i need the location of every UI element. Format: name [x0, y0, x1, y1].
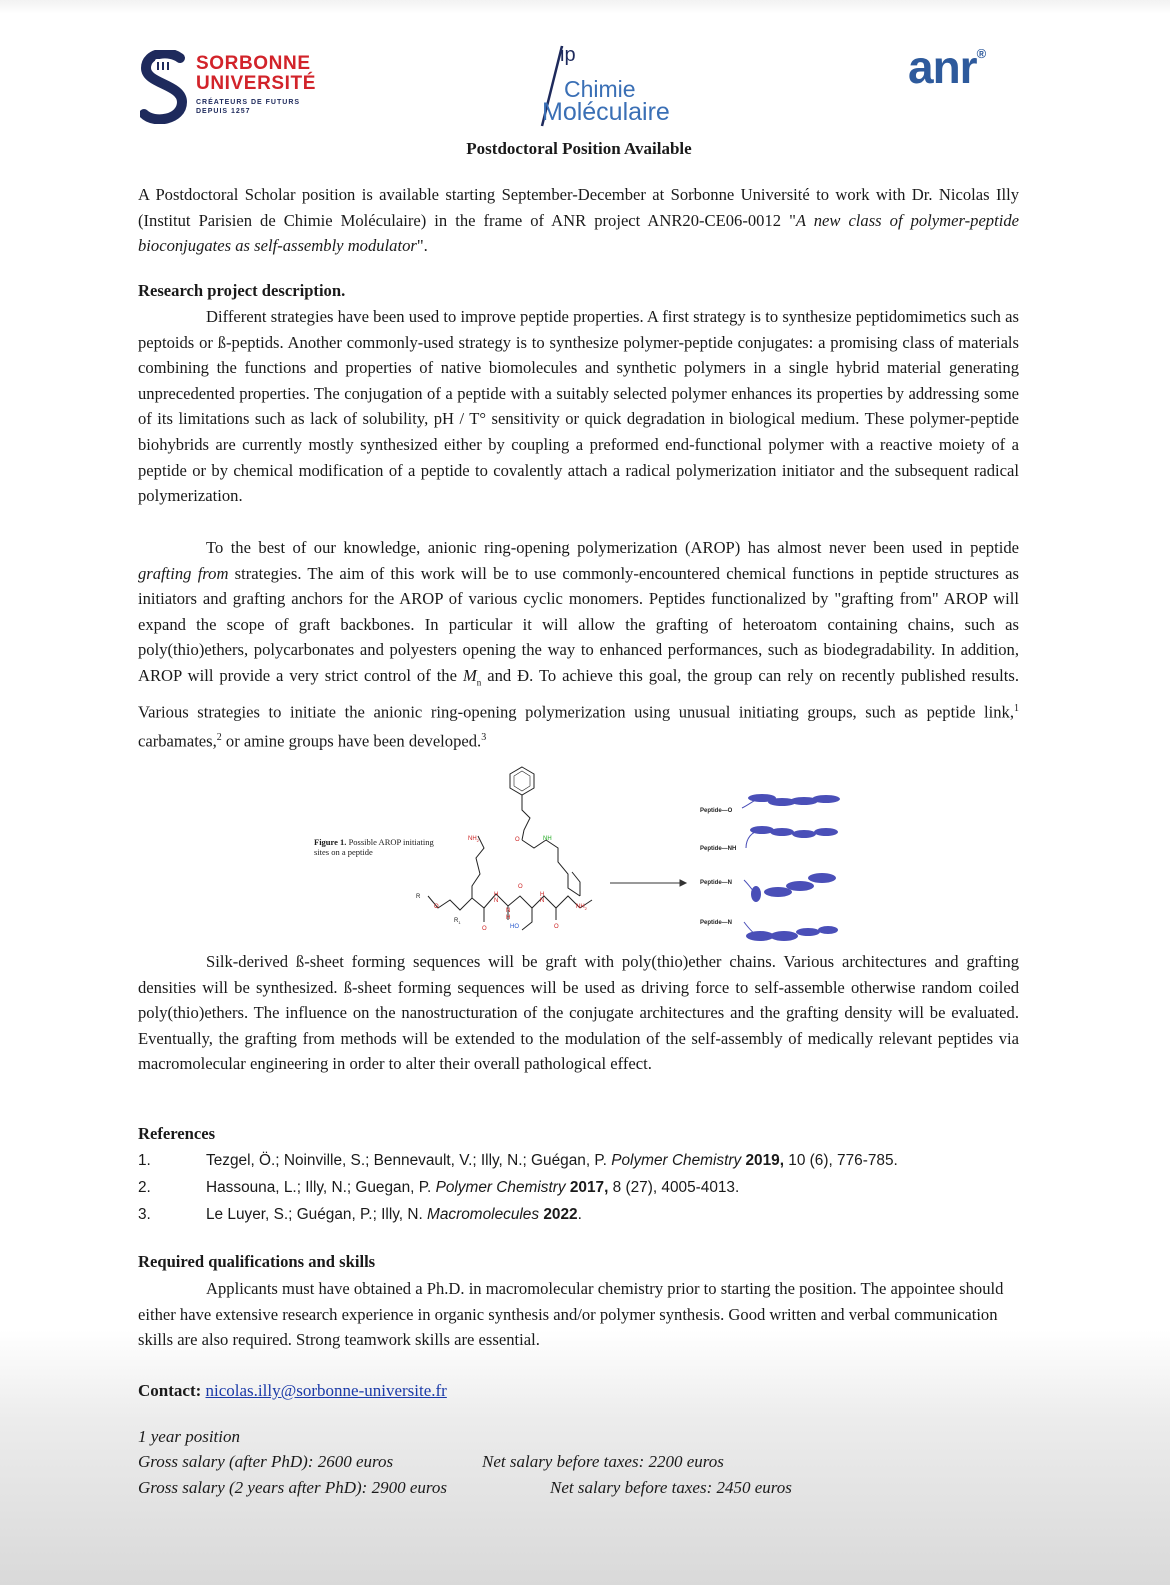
label-o-2: O: [518, 884, 523, 890]
qualifications-paragraph: Applicants must have obtained a Ph.D. in macromolecular chemistry prior to starting the position. The appointee should either have extensive research experience in organic synthesis and/or polymer synthesis. Good written and verbal communication skills are also required. Strong teamwork skills are essential.: [138, 1279, 1004, 1350]
label-r1: $R_1$: [454, 918, 461, 925]
label-n-1: N: [494, 898, 499, 904]
peptide-label-o: Peptide—O: [700, 808, 733, 814]
project-title: A new class of polymer-peptide bioconjugates as self-assembly modulator: [138, 210, 1019, 256]
chain-3: [744, 873, 836, 902]
chain-4: [744, 922, 838, 941]
label-o-1: O: [482, 926, 487, 932]
research-paragraph-1: Different strategies have been used to improve peptide properties. A first strategy is to synthesize peptidomimetics such as peptoids or ß-peptids. Another commonly-used strategy is to synthesize polymer-peptide conjugates: a promising class of materials combining the functions and properties of native biomolecules and synthetic polymers in a single hybrid material generating unprecedented properties. The conjugation of a peptide with a suitably selected polymer enhances its properties by addressing some of its limitations such as lack of solubility, pH / T° sensitivity or quick degradation in biological medium. These polymer-peptide biohybrids are currently mostly synthesized either by coupling a preformed end-functional polymer with a reactive moiety of a peptide or by chemical modification of a peptide to covalently attach a radical polymerization initiator and the subsequent radical polymerization.: [138, 307, 1019, 506]
anr-logo: [908, 40, 985, 94]
sorbonne-s-emblem-icon: [140, 50, 188, 124]
label-o-top: O: [515, 837, 520, 843]
label-h-2: H: [506, 915, 511, 921]
label-o-ester: O: [434, 904, 439, 910]
sorbonne-name-line1: SORBONNE: [196, 53, 311, 74]
contact-email-link[interactable]: nicolas.illy@sorbonne-universite.fr: [205, 1381, 447, 1400]
reference-item: 2. Hassouna, L.; Illy, N.; Guegan, P. Polymer Chemistry 2017, 8 (27), 4005-4013.: [138, 1179, 740, 1196]
label-nh-top: NH: [543, 836, 552, 842]
page-title: Postdoctoral Position Available: [466, 139, 692, 158]
label-h-3: H: [540, 892, 545, 898]
research-heading: Research project description.: [138, 281, 346, 300]
position-duration: 1 year position: [138, 1427, 240, 1446]
research-paragraph-3: Silk-derived ß-sheet forming sequences will be graft with poly(thio)ether chains. Various architectures and grafting densities will be synthesized. ß-sheet forming sequences will be used as driving force to self-assemble otherwise random coiled poly(thio)ethers. The influence on the nanostructuration of the conjugate architectures and the grafting density will be evaluated. Eventually, the grafting from methods will be extended to the modulation of the self-assembly of medically relevant peptides via macromolecular engineering in order to alter their overall pathological effect.: [138, 952, 1019, 1074]
ipcm-letters: ip: [560, 44, 576, 66]
sorbonne-name-line2: UNIVERSITÉ: [196, 73, 317, 94]
ipcm-moleculaire: Moléculaire: [542, 98, 670, 126]
anr-text: anr: [908, 41, 977, 93]
peptide-labels: [700, 808, 736, 926]
label-n-3: N: [540, 898, 545, 904]
ipcm-chimie: Chimie: [564, 76, 636, 102]
peptide-backbone-bonds: [428, 767, 592, 930]
label-h-1: H: [494, 892, 499, 898]
reaction-arrow: [610, 880, 686, 886]
peptide-label-n-2: Peptide—N: [700, 920, 733, 926]
peptide-label-n-1: Peptide—N: [700, 880, 733, 886]
qualifications-heading: Required qualifications and skills: [138, 1252, 376, 1271]
figure-1: [310, 762, 870, 950]
intro-paragraph: A Postdoctoral Scholar position is available starting September-December at Sorbonne Université to work with Dr. Nicolas Illy (Institut Parisien de Chimie Moléculaire) in the frame of ANR project ANR20-CE06-0012 "A new class of polymer-peptide bioconjugates as self-assembly modulator".: [138, 185, 1019, 256]
polymer-chains: [742, 794, 840, 941]
atom-labels: [416, 836, 588, 932]
figure-caption: Figure 1. Possible AROP initiating sites on a peptide: [314, 837, 434, 857]
gross-salary-2: Gross salary (2 years after PhD): 2900 euros: [138, 1478, 447, 1497]
ipcm-logo: [530, 42, 730, 134]
label-nh2-top: $NH_2$: [468, 836, 479, 843]
label-o-3: O: [554, 924, 559, 930]
chain-1: [742, 794, 840, 808]
chain-2: [746, 826, 838, 848]
research-paragraph-2: To the best of our knowledge, anionic ring-opening polymerization (AROP) has almost never been used in peptide grafting from strategies. The aim of this work will be to use commonly-encountered chemical functions in peptide structures as initiators and grafting anchors for the AROP of various cyclic monomers. Peptides functionalized by "grafting from" AROP will expand the scope of graft backbones. In particular it will allow the grafting of heteroatom containing chains, such as poly(thio)ethers, polycarbonates and polyesters opening the way to enhanced performances, such as biodegradability. In addition, AROP will provide a very strict control of the $M_n$ and Đ. To achieve this goal, the group can rely on recently published results. Various strategies to initiate the anionic ring-opening polymerization using unusual initiating groups, such as peptide link,$^1$ carbamates,$^2$ or amine groups have been developed.$^3$: [138, 538, 1020, 751]
peptide-structure-diagram: [310, 762, 870, 950]
sorbonne-tagline2: DEPUIS 1257: [196, 108, 251, 115]
references-heading: References: [138, 1124, 216, 1143]
contact-label: Contact:: [138, 1381, 202, 1400]
anr-registered-mark: ®: [976, 46, 986, 61]
gross-salary-1: Gross salary (after PhD): 2600 euros: [138, 1452, 394, 1471]
label-n-2: N: [506, 908, 511, 914]
net-salary-1: Net salary before taxes: 2200 euros: [482, 1452, 724, 1471]
net-salary-2: Net salary before taxes: 2450 euros: [550, 1478, 792, 1497]
reference-item: 3. Le Luyer, S.; Guégan, P.; Illy, N. Macromolecules 2022.: [138, 1206, 582, 1223]
label-ho: HO: [510, 924, 519, 930]
sorbonne-logo: [140, 48, 340, 126]
contact-line: [138, 1381, 447, 1401]
peptide-label-nh: Peptide—NH: [700, 846, 737, 852]
label-nh2-bottom: $NH_2$: [576, 904, 587, 911]
label-r: R: [416, 894, 421, 900]
reference-item: 1. Tezgel, Ö.; Noinville, S.; Bennevault, V.; Illy, N.; Guégan, P. Polymer Chemistry 2019, 10 (6), 776-785.: [138, 1152, 898, 1169]
sorbonne-tagline1: CRÉATEURS DE FUTURS: [196, 99, 301, 106]
